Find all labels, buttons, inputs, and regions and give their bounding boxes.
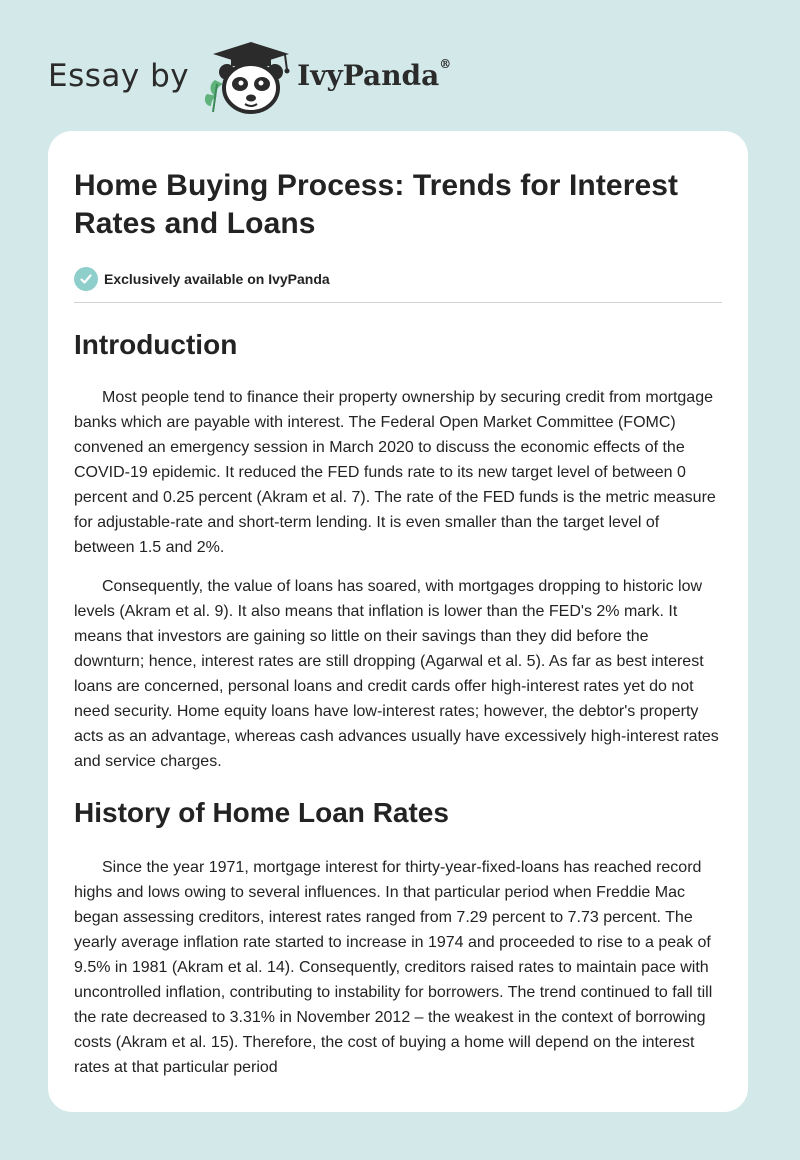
checkmark-icon: [74, 267, 98, 291]
section-heading-history: History of Home Loan Rates: [74, 797, 449, 828]
exclusive-badge: [74, 266, 722, 292]
brand-name: IvyPanda®: [297, 57, 452, 92]
paragraph: Consequently, the value of loans has soared, with mortgages dropping to historic low levels (Akram et al. 9). It also means that inflation is lower than the FED's 2% mark. It means that investors are gaining so little on their savings than they did before the downturn; hence, interest rates are still dropping (Agarwal et al. 5). As far as best interest loans are concerned, personal loans and credit cards offer high-interest rates yet do not need security. Home equity loans have low-interest rates; however, the debtor's property acts as an advantage, whereas cash advances usually have excessively high-interest rates and service charges.: [74, 578, 719, 770]
paragraph: Most people tend to finance their property ownership by securing credit from mortgage banks which are payable with interest. The Federal Open Market Committee (FOMC) convened an emergency session in March 2020 to discuss the economic effects of the COVID-19 epidemic. It reduced the FED funds rate to its new target level of between 0 percent and 0.25 percent (Akram et al. 7). The rate of the FED funds is the metric measure for adjustable-rate and short-term lending. It is even smaller than the target level of between 1.5 and 2%.: [74, 389, 716, 556]
site-header: [48, 36, 451, 116]
divider: [74, 302, 722, 303]
panda-graduate-icon: [201, 36, 301, 116]
ivy-leaf-icon: [205, 80, 223, 112]
page-title: Home Buying Process: Trends for Interest Rates and Loans: [74, 169, 679, 240]
exclusive-label: Exclusively available on IvyPanda: [104, 271, 330, 287]
section-heading-introduction: Introduction: [74, 329, 238, 360]
article-card: [48, 131, 748, 1112]
paragraph: Since the year 1971, mortgage interest for thirty-year-fixed-loans has reached record highs and lows owing to several influences. In that particular period when Freddie Mac began assessing creditors, interest rates ranged from 7.29 percent to 7.73 percent. The yearly average inflation rate started to increase in 1974 and proceeded to rise to a peak of 9.5% in 1981 (Akram et al. 14). Consequently, creditors raised rates to maintain pace with uncontrolled inflation, contributing to instability for borrowers. The trend continued to fall till the rate decreased to 3.31% in November 2012 – the weakest in the context of borrowing costs (Akram et al. 15). Therefore, the cost of buying a home will depend on the interest rates at that particular period: [74, 859, 713, 1076]
brand-prefix: Essay by: [48, 57, 190, 94]
